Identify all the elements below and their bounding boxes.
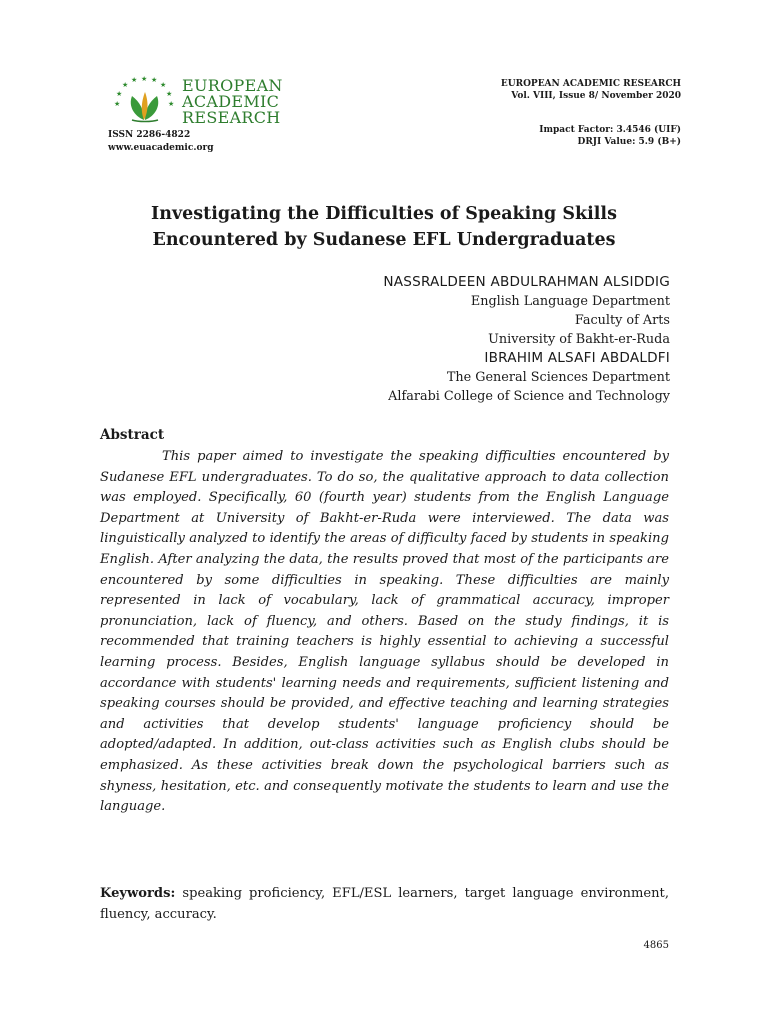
journal-logo <box>112 76 282 130</box>
abstract-heading: Abstract <box>100 427 165 443</box>
keywords-text: speaking proficiency, EFL/ESL learners, target language environment, fluency, accuracy. <box>100 886 669 922</box>
journal-header <box>501 78 681 102</box>
svg-text:★: ★ <box>116 90 123 98</box>
keywords-label: Keywords: <box>100 886 176 901</box>
svg-text:★: ★ <box>122 81 129 89</box>
drji-value: DRJI Value: 5.9 (B+) <box>577 137 681 147</box>
author-name: IBRAHIM ALSAFI ABDALDFI <box>484 350 670 366</box>
svg-text:★: ★ <box>131 76 138 84</box>
issn-block <box>108 129 214 155</box>
abstract-text: This paper aimed to investigate the speaking difficulties encountered by Sudanese EFL undergraduates. To do so, the qualitative approach to data collection was employed. Specifically, 60 (fourth year) students from the English Language Department at University of Bakht-er-Ruda were interviewed. The data was linguistically analyzed to identify the areas of difficulty faced by students in speaking English. After analyzing the data, the results proved that most of the participants are encountered by some difficulties in speaking. These difficulties are mainly represented in lack of vocabulary, lack of grammatical accuracy, improper pronunciation, lack of fluency, and others. Based on the study findings, it is recommended that training teachers is highly essential to achieving a successful learning process. Besides, English language syllabus should be developed in accordance with students' learning needs and requirements, sufficient listening and speaking courses should be provided, and effective teaching and learning strategies and activities that develop students' language proficiency should be adopted/adapted. In addition, out-class activities such as English clubs should be emphasized. As these activities break down the psychological barriers such as shyness, hesitation, etc. and consequently motivate the students to learn and use the language. <box>100 449 669 815</box>
svg-text:★: ★ <box>114 100 121 108</box>
author-affiliation: Faculty of Arts <box>574 313 670 328</box>
svg-text:★: ★ <box>160 81 167 89</box>
title-line-2: Encountered by Sudanese EFL Undergraduates <box>152 230 616 250</box>
laurel-star-icon <box>112 76 182 130</box>
author-affiliation: Alfarabi College of Science and Technology <box>388 389 670 404</box>
svg-text:★: ★ <box>151 76 158 84</box>
svg-text:★: ★ <box>141 76 148 83</box>
logo-line-2: ACADEMIC <box>182 92 280 111</box>
logo-wordmark <box>182 78 283 126</box>
author-affiliation: The General Sciences Department <box>446 370 670 385</box>
page-number: 4865 <box>643 940 669 951</box>
journal-name: EUROPEAN ACADEMIC RESEARCH <box>500 79 681 89</box>
title-line-1: Investigating the Difficulties of Speaking Skills <box>151 204 617 224</box>
logo-line-3: RESEARCH <box>182 108 281 127</box>
impact-block <box>539 124 681 148</box>
author-affiliation: University of Bakht-er-Ruda <box>488 332 670 347</box>
journal-issue: Vol. VIII, Issue 8/ November 2020 <box>511 91 681 101</box>
issn: ISSN 2286-4822 <box>108 130 191 140</box>
keywords <box>100 884 669 925</box>
impact-factor: Impact Factor: 3.4546 (UIF) <box>539 125 681 135</box>
svg-text:★: ★ <box>166 90 173 98</box>
svg-text:★: ★ <box>168 100 175 108</box>
logo-line-1: EUROPEAN <box>182 76 283 95</box>
author-name: NASSRALDEEN ABDULRAHMAN ALSIDDIG <box>383 274 670 290</box>
author-affiliation: English Language Department <box>470 294 670 309</box>
website: www.euacademic.org <box>108 143 214 153</box>
paper-title <box>100 201 668 253</box>
author-list <box>383 273 670 406</box>
